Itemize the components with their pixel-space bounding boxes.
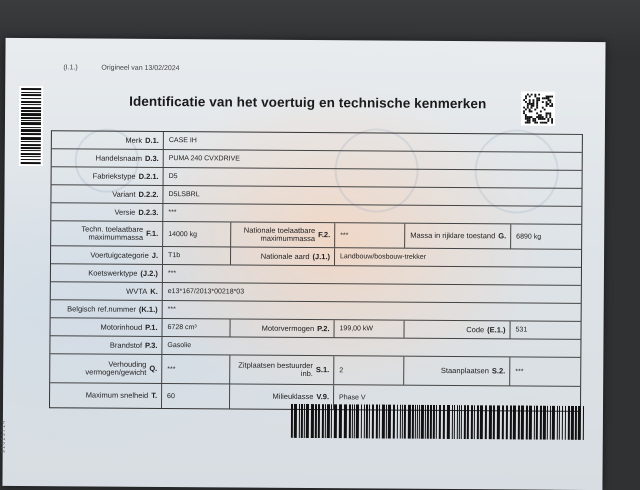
- barcode-bar: [344, 404, 347, 438]
- barcode-bar: [529, 406, 532, 440]
- barcode-bar: [427, 405, 429, 439]
- value-fabriekstype: D5: [168, 173, 178, 181]
- qr-module: [529, 120, 531, 122]
- qr-module: [536, 103, 538, 105]
- barcode-bar: [578, 406, 581, 440]
- qr-module: [529, 103, 531, 105]
- barcode-bar: [21, 129, 41, 132]
- qr-module: [525, 95, 527, 97]
- qr-module: [542, 116, 544, 118]
- qr-module: [547, 103, 549, 105]
- barcode-bar: [497, 405, 500, 439]
- qr-module: [546, 101, 548, 103]
- barcode-bar: [568, 406, 570, 440]
- qr-module: [527, 94, 529, 96]
- qr-module: [540, 114, 542, 116]
- barcode-bar: [459, 405, 460, 439]
- qr-module: [536, 97, 538, 99]
- qr-module: [536, 116, 538, 118]
- barcode-bar: [540, 406, 542, 440]
- qr-module: [536, 122, 538, 124]
- barcode-bar: [291, 404, 293, 438]
- qr-module: [544, 122, 546, 124]
- qr-module: [546, 112, 548, 114]
- value-brandstof: Gasolie: [167, 342, 192, 350]
- barcode-bar: [467, 405, 469, 439]
- label-motorvermogen: Motorvermogen P.2.: [230, 319, 334, 337]
- label-techn-massa: Techn. toelaatbare maximummassa F.1.: [51, 221, 163, 246]
- barcode-bar: [311, 404, 314, 438]
- qr-module: [546, 116, 548, 118]
- qr-module: [527, 107, 529, 109]
- label-motorinhoud: Motorinhoud P.1.: [50, 318, 162, 336]
- qr-module: [525, 116, 527, 118]
- barcode-bar: [510, 405, 512, 439]
- value-code-e1: 531: [515, 326, 528, 334]
- label-nat-massa: Nationale toelaatbare maximummassa F.2.: [231, 222, 335, 247]
- barcode-bar: [575, 406, 577, 440]
- barcode-bar: [386, 405, 387, 439]
- barcode-bar: [369, 404, 370, 438]
- barcode-bar: [331, 404, 332, 438]
- qr-module: [536, 105, 538, 107]
- barcode-bar: [339, 404, 342, 438]
- barcode-bar: [21, 147, 41, 149]
- label-merk: Merk D.1.: [52, 131, 164, 149]
- qr-module: [529, 110, 531, 112]
- qr-module: [538, 118, 540, 120]
- barcode-bar: [404, 405, 406, 439]
- barcode-bar: [364, 404, 365, 438]
- barcode-bar: [419, 405, 420, 439]
- qr-module: [542, 97, 544, 99]
- qr-module: [536, 112, 538, 114]
- barcode-bar: [452, 405, 453, 439]
- value-motorvermogen: 199,00 kW: [334, 320, 404, 337]
- qr-module: [542, 107, 544, 109]
- qr-module: [536, 99, 538, 101]
- barcode-bar: [430, 405, 432, 439]
- qr-module: [531, 105, 533, 107]
- label-belgisch-ref: Belgisch ref.nummer (K.1.): [51, 300, 163, 318]
- barcode-bar: [402, 405, 403, 439]
- barcode-bar: [334, 404, 337, 438]
- value-motorinhoud: 6728 cm³: [162, 319, 230, 336]
- qr-module: [549, 116, 551, 118]
- qr-module: [546, 96, 548, 98]
- qr-module: [547, 120, 549, 122]
- qr-module: [551, 105, 553, 107]
- label-variant: Variant D.2.2.: [51, 185, 163, 203]
- qr-module: [527, 103, 529, 105]
- qr-module: [533, 101, 535, 103]
- value-max-snelheid: 60: [162, 384, 230, 408]
- qr-module: [547, 112, 549, 114]
- qr-module: [531, 94, 533, 96]
- qr-module: [525, 97, 527, 99]
- qr-module: [534, 94, 536, 96]
- qr-module: [549, 101, 551, 103]
- value-milieuklasse: Phase V: [339, 393, 366, 401]
- label-verhouding: Verhouding vermogen/gewicht Q.: [50, 354, 162, 383]
- qr-module: [529, 109, 531, 111]
- qr-module: [546, 114, 548, 116]
- qr-module: [538, 116, 540, 118]
- barcode-bar: [301, 404, 303, 438]
- qr-module: [532, 118, 534, 120]
- label-wvta: WVTA K.: [51, 282, 163, 300]
- barcode-bar: [477, 405, 479, 439]
- value-wvta: e13*167/2013*00218*03: [167, 288, 245, 296]
- barcode-bar: [433, 405, 435, 439]
- row-verhouding: [50, 354, 580, 387]
- barcode-bar: [388, 405, 391, 439]
- qr-module: [525, 122, 527, 124]
- qr-module: [546, 97, 548, 99]
- barcode-bar: [299, 404, 300, 438]
- value-staanplaatsen: ***: [515, 367, 524, 376]
- barcode-bar: [464, 405, 466, 439]
- qr-module: [551, 120, 553, 122]
- vertical-barcode: [19, 86, 44, 166]
- barcode-bar: [461, 405, 462, 439]
- barcode-bar: [485, 405, 487, 439]
- qr-module: [544, 97, 546, 99]
- qr-module: [525, 118, 527, 120]
- qr-module: [548, 96, 550, 98]
- qr-module: [531, 103, 533, 105]
- qr-module: [529, 116, 531, 118]
- value-voertuigcategorie: T1b: [163, 247, 231, 264]
- barcode-bar: [21, 117, 41, 119]
- barcode-bar: [474, 405, 475, 439]
- barcode-bar: [304, 404, 305, 438]
- barcode-bar: [436, 405, 437, 439]
- barcode-bar: [21, 122, 41, 125]
- qr-module: [529, 101, 531, 103]
- barcode-bar: [493, 405, 495, 439]
- qr-module: [538, 97, 540, 99]
- value-belgisch-ref: ***: [167, 306, 176, 314]
- qr-module: [549, 114, 551, 116]
- barcode-bar: [21, 110, 41, 112]
- qr-module: [549, 99, 551, 101]
- row-massa: [51, 221, 581, 250]
- label-zitplaatsen: Zitplaatsen bestuurder inb. S.1.: [230, 355, 334, 384]
- qr-module: [531, 116, 533, 118]
- qr-module: [540, 118, 542, 120]
- qr-module: [549, 112, 551, 114]
- barcode-bar: [543, 406, 546, 440]
- barcode-bar: [379, 405, 380, 439]
- barcode-bar: [425, 405, 426, 439]
- registration-document: [2, 38, 605, 490]
- qr-module: [527, 116, 529, 118]
- barcode-bar: [361, 404, 362, 438]
- qr-module: [534, 95, 536, 97]
- barcode-bar: [412, 405, 414, 439]
- qr-module: [523, 107, 525, 109]
- barcode-bar: [21, 101, 41, 103]
- barcode-bar: [21, 104, 41, 105]
- barcode-bar: [502, 405, 504, 439]
- qr-module: [551, 118, 553, 120]
- qr-module: [523, 110, 525, 112]
- qr-module: [547, 118, 549, 120]
- barcode-bar: [356, 404, 359, 438]
- value-verhouding: ***: [162, 355, 230, 383]
- barcode-bar: [325, 404, 326, 438]
- barcode-bar: [21, 137, 41, 140]
- qr-module: [548, 97, 550, 99]
- qr-module: [536, 107, 538, 109]
- qr-module: [548, 99, 550, 101]
- value-variant: D5LSBRL: [168, 191, 200, 199]
- qr-module: [532, 103, 534, 105]
- qr-module: [525, 109, 527, 111]
- qr-module: [523, 99, 525, 101]
- qr-module: [534, 120, 536, 122]
- label-voertuigcategorie: Voertuigcategorie J.: [51, 246, 163, 264]
- label-milieuklasse: Milieuklasse V.9.: [230, 384, 334, 409]
- barcode-bar: [21, 150, 41, 151]
- barcode-bar: [382, 405, 385, 439]
- qr-module: [544, 118, 546, 120]
- barcode-bar: [513, 405, 516, 439]
- barcode-bar: [400, 405, 401, 439]
- qr-module: [525, 114, 527, 116]
- barcode-bar: [21, 144, 41, 146]
- qr-module: [540, 111, 542, 113]
- side-serial: 9 1 0 2 5 7 1 4: [0, 420, 7, 453]
- barcode-bar: [397, 405, 398, 439]
- value-merk: CASE IH: [168, 137, 197, 145]
- value-versie: ***: [168, 209, 177, 217]
- barcode-bar: [443, 405, 445, 439]
- qr-module: [529, 99, 531, 101]
- qr-module: [546, 103, 548, 105]
- qr-module: [551, 103, 553, 105]
- barcode-bar: [583, 406, 584, 440]
- qr-module: [533, 99, 535, 101]
- qr-code: [521, 92, 555, 126]
- label-brandstof: Brandstof P.3.: [50, 336, 162, 354]
- barcode-bar: [454, 405, 455, 439]
- barcode-bar: [480, 405, 483, 439]
- barcode-bar: [21, 88, 41, 90]
- qr-module: [545, 122, 547, 124]
- label-versie: Versie D.2.3.: [51, 203, 163, 221]
- barcode-bar: [372, 404, 374, 438]
- original-date: Origineel van 13/02/2024: [101, 64, 180, 73]
- barcode-bar: [417, 405, 418, 439]
- label-nationale-aard: Nationale aard (J.1.): [231, 247, 335, 265]
- barcode-bar: [471, 405, 473, 439]
- barcode-bar: [393, 405, 395, 439]
- barcode-bar: [366, 404, 368, 438]
- qr-module: [531, 110, 533, 112]
- barcode-bar: [536, 406, 538, 440]
- qr-module: [527, 122, 529, 124]
- barcode-bar: [552, 406, 555, 440]
- barcode-bar: [571, 406, 574, 440]
- barcode-bar: [21, 98, 41, 99]
- qr-module: [538, 94, 540, 96]
- qr-module: [534, 118, 536, 120]
- barcode-bar: [408, 405, 411, 439]
- label-code-e1: Code (E.1.): [404, 321, 510, 339]
- value-koetswerktype: ***: [167, 270, 177, 278]
- qr-module: [527, 105, 529, 107]
- label-staanplaatsen: Staanplaatsen S.2.: [404, 357, 510, 386]
- qr-module: [523, 112, 525, 114]
- barcode-bar: [354, 404, 355, 438]
- barcode-bar: [21, 162, 41, 164]
- horizontal-barcode: [291, 404, 587, 440]
- barcode-bar: [349, 404, 351, 438]
- barcode-bar: [550, 406, 551, 440]
- barcode-bar: [21, 107, 41, 109]
- barcode-bar: [21, 94, 41, 96]
- barcode-bar: [21, 92, 41, 93]
- qr-module: [542, 118, 544, 120]
- barcode-bar: [352, 404, 353, 438]
- qr-module: [542, 122, 544, 124]
- barcode-bar: [439, 405, 441, 439]
- document-title: Identificatie van het voertuig en technische kenmerken: [129, 93, 487, 112]
- qr-module: [529, 122, 531, 124]
- barcode-bar: [21, 141, 41, 142]
- barcode-bar: [322, 404, 324, 438]
- qr-module: [534, 109, 536, 111]
- barcode-bar: [547, 406, 548, 440]
- barcode-bar: [21, 120, 41, 121]
- barcode-bar: [376, 405, 378, 439]
- qr-module: [540, 116, 542, 118]
- barcode-bar: [306, 404, 309, 438]
- barcode-bar: [565, 406, 566, 440]
- barcode-bar: [21, 153, 41, 155]
- barcode-bar: [526, 406, 528, 440]
- value-nat-massa: ***: [335, 223, 405, 247]
- barcode-bar: [21, 159, 41, 160]
- qr-module: [529, 95, 531, 97]
- qr-module: [538, 114, 540, 116]
- qr-module: [532, 120, 534, 122]
- value-massa-rijklaar: 6890 kg: [516, 232, 542, 241]
- qr-module: [532, 105, 534, 107]
- barcode-bar: [21, 156, 41, 157]
- barcode-bar: [506, 405, 508, 439]
- qr-module: [549, 96, 551, 98]
- barcode-bar: [457, 405, 458, 439]
- barcode-bar: [559, 406, 560, 440]
- barcode-bar: [518, 405, 520, 439]
- qr-module: [551, 122, 553, 124]
- barcode-bar: [557, 406, 558, 440]
- value-techn-massa: 14000 kg: [163, 222, 231, 246]
- qr-module: [540, 122, 542, 124]
- value-nationale-aard: Landbouw/bosbouw-trekker: [340, 253, 427, 261]
- form-code: (I.1.): [63, 64, 78, 72]
- qr-module: [544, 109, 546, 111]
- barcode-bar: [318, 404, 320, 438]
- barcode-bar: [21, 127, 41, 128]
- barcode-bar: [294, 404, 297, 438]
- qr-module: [527, 118, 529, 120]
- barcode-bar: [21, 133, 41, 135]
- vehicle-data-form: [49, 130, 583, 412]
- barcode-bar: [447, 405, 450, 439]
- qr-module: [542, 101, 544, 103]
- qr-module: [531, 107, 533, 109]
- barcode-bar: [327, 404, 330, 438]
- label-fabriekstype: Fabriekstype D.2.1.: [52, 167, 164, 185]
- label-handelsnaam: Handelsnaam D.3.: [52, 149, 164, 167]
- label-koetswerktype: Koetswerktype (J.2.): [51, 264, 163, 282]
- qr-module: [527, 120, 529, 122]
- barcode-bar: [521, 406, 524, 440]
- qr-module: [551, 96, 553, 98]
- barcode-bar: [415, 405, 416, 439]
- value-handelsnaam: PUMA 240 CVXDRIVE: [168, 155, 240, 163]
- barcode-bar: [421, 405, 424, 439]
- barcode-bar: [21, 113, 41, 116]
- barcode-bar: [315, 404, 317, 438]
- qr-module: [529, 118, 531, 120]
- barcode-bar: [562, 406, 563, 440]
- barcode-bar: [489, 405, 492, 439]
- value-zitplaatsen: 2: [334, 356, 404, 384]
- label-massa-rijklaar: Massa in rijklare toestand G.: [405, 224, 511, 249]
- barcode-bar: [534, 406, 535, 440]
- label-max-snelheid: Maximum snelheid T.: [50, 383, 162, 408]
- qr-module: [536, 101, 538, 103]
- qr-module: [534, 122, 536, 124]
- qr-module: [549, 105, 551, 107]
- qr-module: [546, 105, 548, 107]
- qr-module: [525, 101, 527, 103]
- qr-module: [538, 99, 540, 101]
